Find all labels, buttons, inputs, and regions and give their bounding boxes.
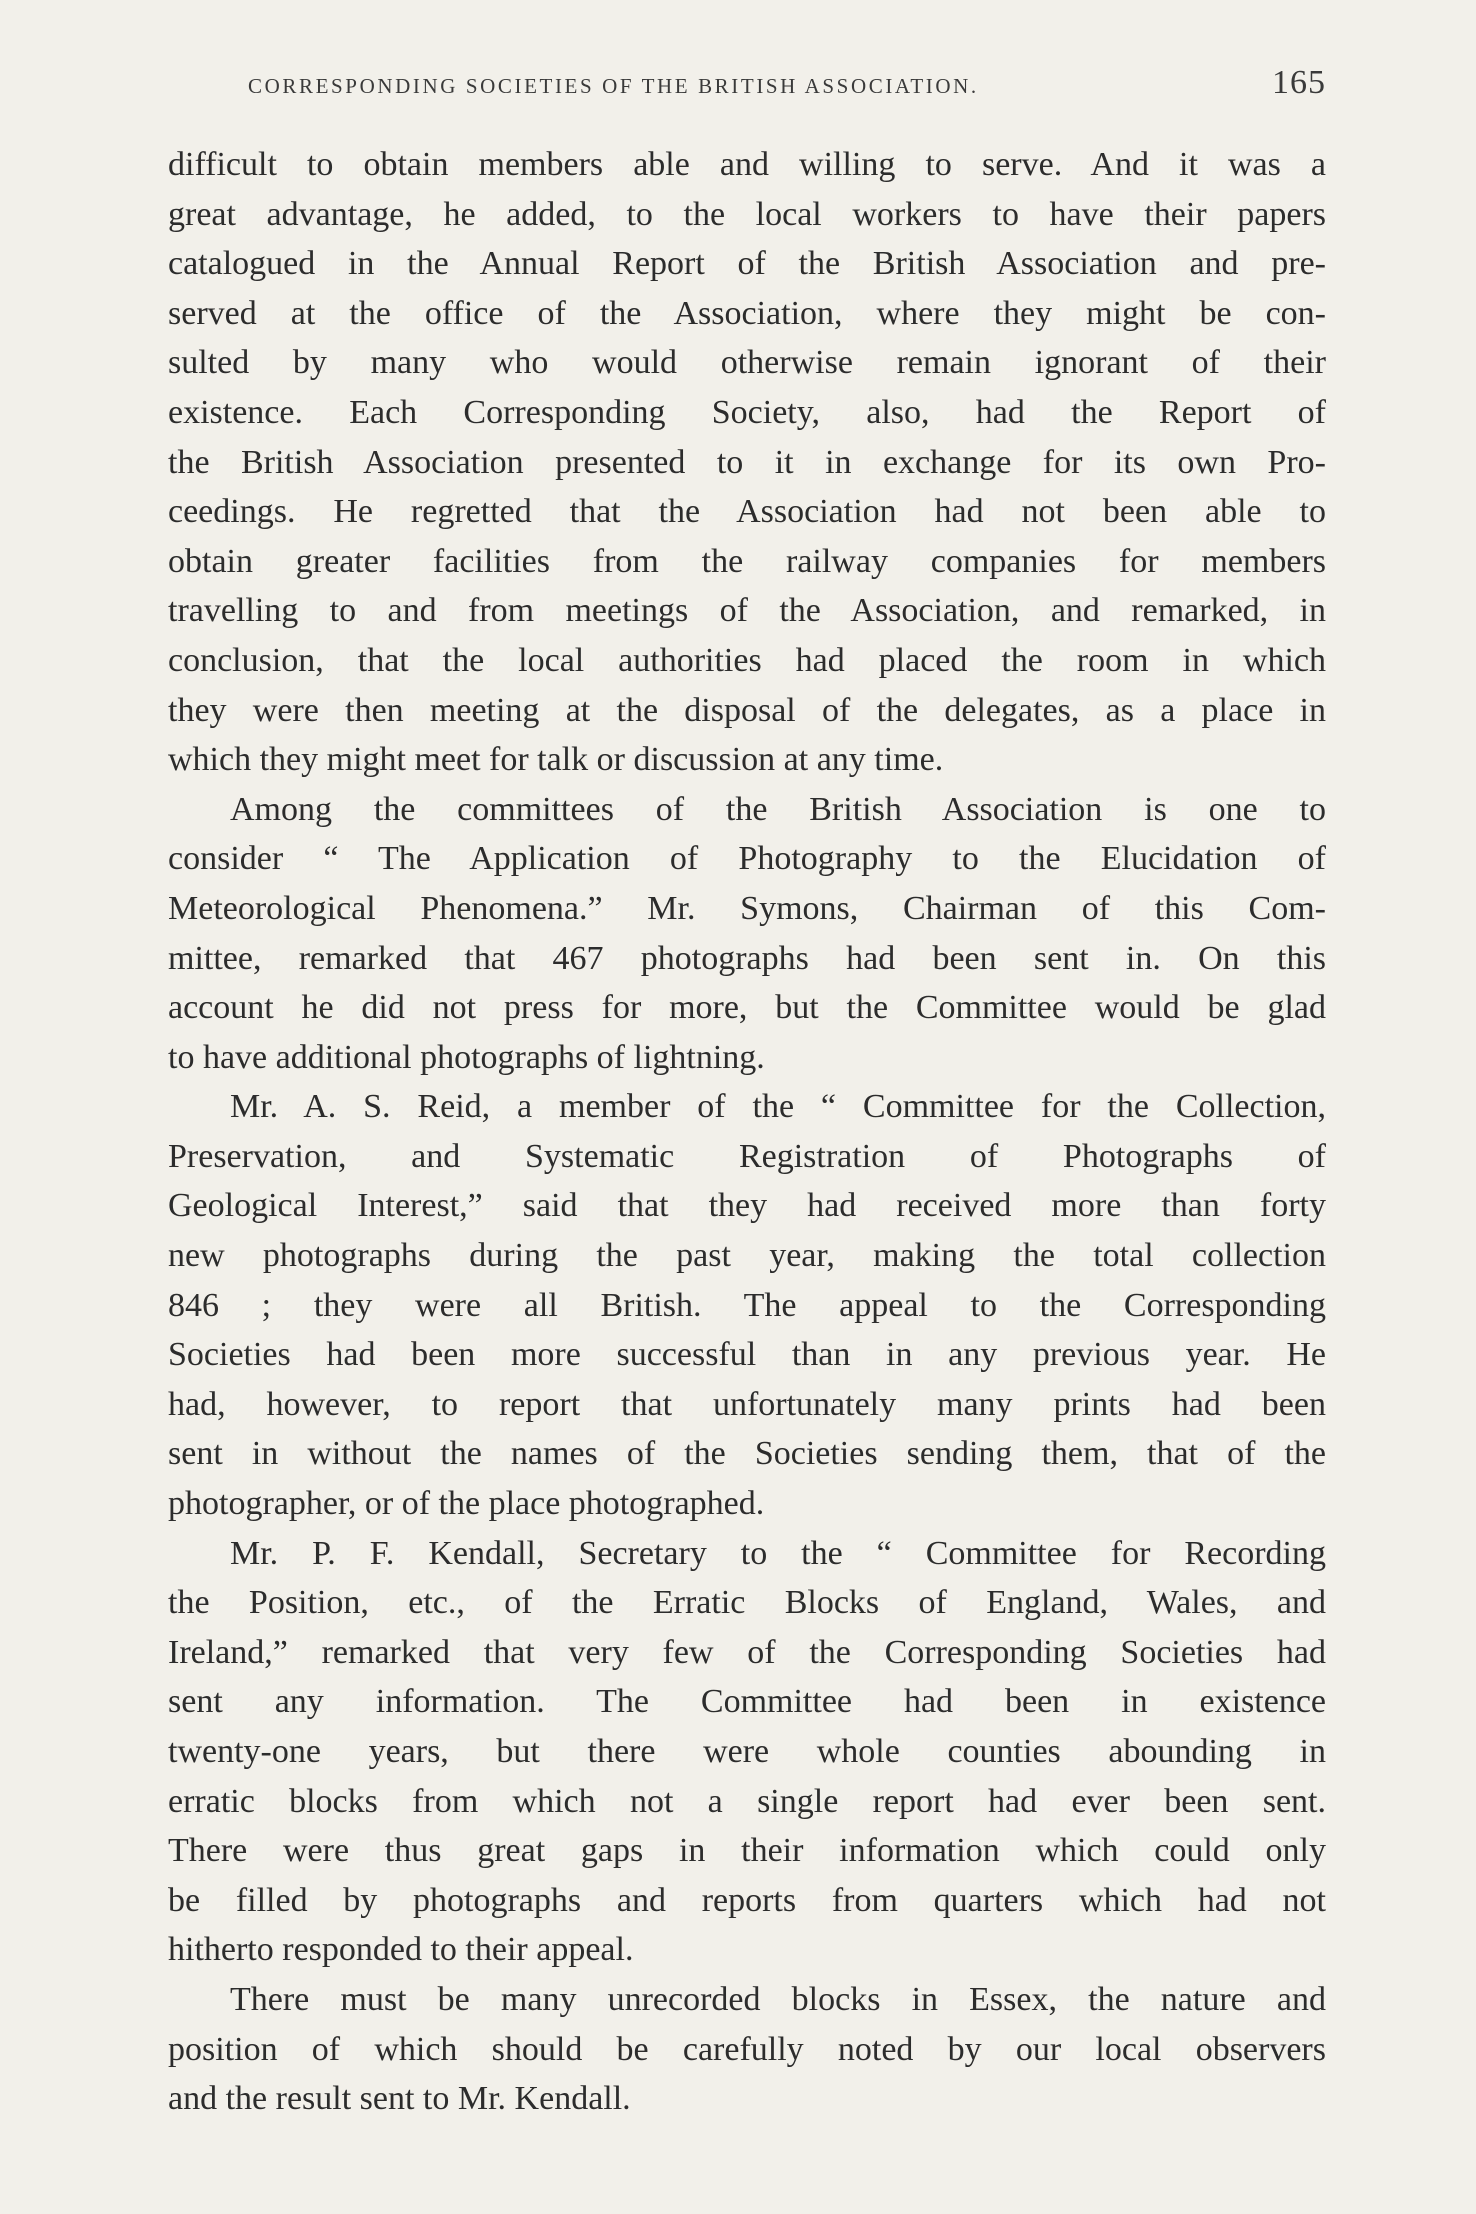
text-line: twenty-one years, but there were whole counties abounding in bbox=[168, 1733, 1326, 1770]
paragraph bbox=[168, 785, 1326, 1083]
text-line: great advantage, he added, to the local workers to have their papers bbox=[168, 195, 1326, 233]
text-line: had, however, to report that unfortunately many prints had been bbox=[168, 1385, 1326, 1423]
text-line: hitherto responded to their appeal. bbox=[168, 1931, 634, 1969]
text-line: and the result sent to Mr. Kendall. bbox=[168, 2080, 631, 2118]
page-number: 165 bbox=[1272, 64, 1326, 101]
text-line: Preservation, and Systematic Registration of Photographs of bbox=[168, 1137, 1326, 1175]
text-line: they were then meeting at the disposal of the delegates, as a place in bbox=[168, 691, 1326, 729]
text-line: Geological Interest,” said that they had received more than forty bbox=[168, 1187, 1326, 1225]
text-line: position of which should be carefully noted by our local observers bbox=[168, 2030, 1326, 2068]
text-line: served at the office of the Association, where they might be con- bbox=[168, 294, 1326, 332]
text-line: ceedings. He regretted that the Association had not been able to bbox=[168, 493, 1326, 531]
text-line: sulted by many who would otherwise remain ignorant of their bbox=[168, 344, 1326, 382]
body-text bbox=[168, 140, 1326, 2124]
text-line: obtain greater facilities from the railway companies for members bbox=[168, 542, 1326, 580]
text-line: Mr. P. F. Kendall, Secretary to the “ Committee for Recording bbox=[230, 1534, 1326, 1572]
paragraph bbox=[168, 1529, 1326, 1975]
text-line: mittee, remarked that 467 photographs had been sent in. On this bbox=[168, 939, 1326, 977]
text-line: account he did not press for more, but the Committee would be glad bbox=[168, 989, 1326, 1027]
text-line: Ireland,” remarked that very few of the Corresponding Societies had bbox=[168, 1633, 1326, 1671]
text-line: There must be many unrecorded blocks in Essex, the nature and bbox=[230, 1980, 1326, 2018]
running-head bbox=[168, 62, 1326, 108]
text-line: existence. Each Corresponding Society, also, had the Report of bbox=[168, 393, 1326, 431]
text-line: Mr. A. S. Reid, a member of the “ Committee for the Collection, bbox=[230, 1088, 1326, 1126]
text-line: Among the committees of the British Association is one to bbox=[230, 790, 1326, 828]
text-line: sent any information. The Committee had been in existence bbox=[168, 1683, 1326, 1721]
text-line: the Position, etc., of the Erratic Blocks of England, Wales, and bbox=[168, 1584, 1326, 1622]
running-title: CORRESPONDING SOCIETIES OF THE BRITISH ASSOCIATION. bbox=[248, 74, 979, 98]
text-line: consider “ The Application of Photography to the Elucidation of bbox=[168, 840, 1326, 878]
text-line: the British Association presented to it in exchange for its own Pro- bbox=[168, 443, 1326, 481]
text-line: be filled by photographs and reports from quarters which had not bbox=[168, 1881, 1326, 1919]
text-line: sent in without the names of the Societies sending them, that of the bbox=[168, 1435, 1326, 1473]
text-line: There were thus great gaps in their information which could only bbox=[168, 1832, 1326, 1870]
text-line: erratic blocks from which not a single report had ever been sent. bbox=[168, 1782, 1326, 1820]
text-line: new photographs during the past year, making the total collection bbox=[168, 1237, 1326, 1275]
paragraph bbox=[168, 140, 1326, 785]
text-line: Meteorological Phenomena.” Mr. Symons, Chairman of this Com- bbox=[168, 889, 1326, 927]
text-line: to have additional photographs of lightning. bbox=[168, 1038, 765, 1076]
text-line: photographer, or of the place photographed. bbox=[168, 1485, 765, 1523]
text-line: 846 ; they were all British. The appeal to the Corresponding bbox=[168, 1286, 1326, 1324]
text-line: Societies had been more successful than in any previous year. He bbox=[168, 1336, 1326, 1374]
text-line: travelling to and from meetings of the Association, and remarked, in bbox=[168, 592, 1326, 630]
text-line: difficult to obtain members able and willing to serve. And it was a bbox=[168, 146, 1326, 183]
text-line: which they might meet for talk or discussion at any time. bbox=[168, 741, 944, 779]
text-line: catalogued in the Annual Report of the British Association and pre- bbox=[168, 245, 1326, 283]
paragraph bbox=[168, 1975, 1326, 2124]
paragraph bbox=[168, 1082, 1326, 1528]
text-line: conclusion, that the local authorities had placed the room in which bbox=[168, 641, 1326, 679]
